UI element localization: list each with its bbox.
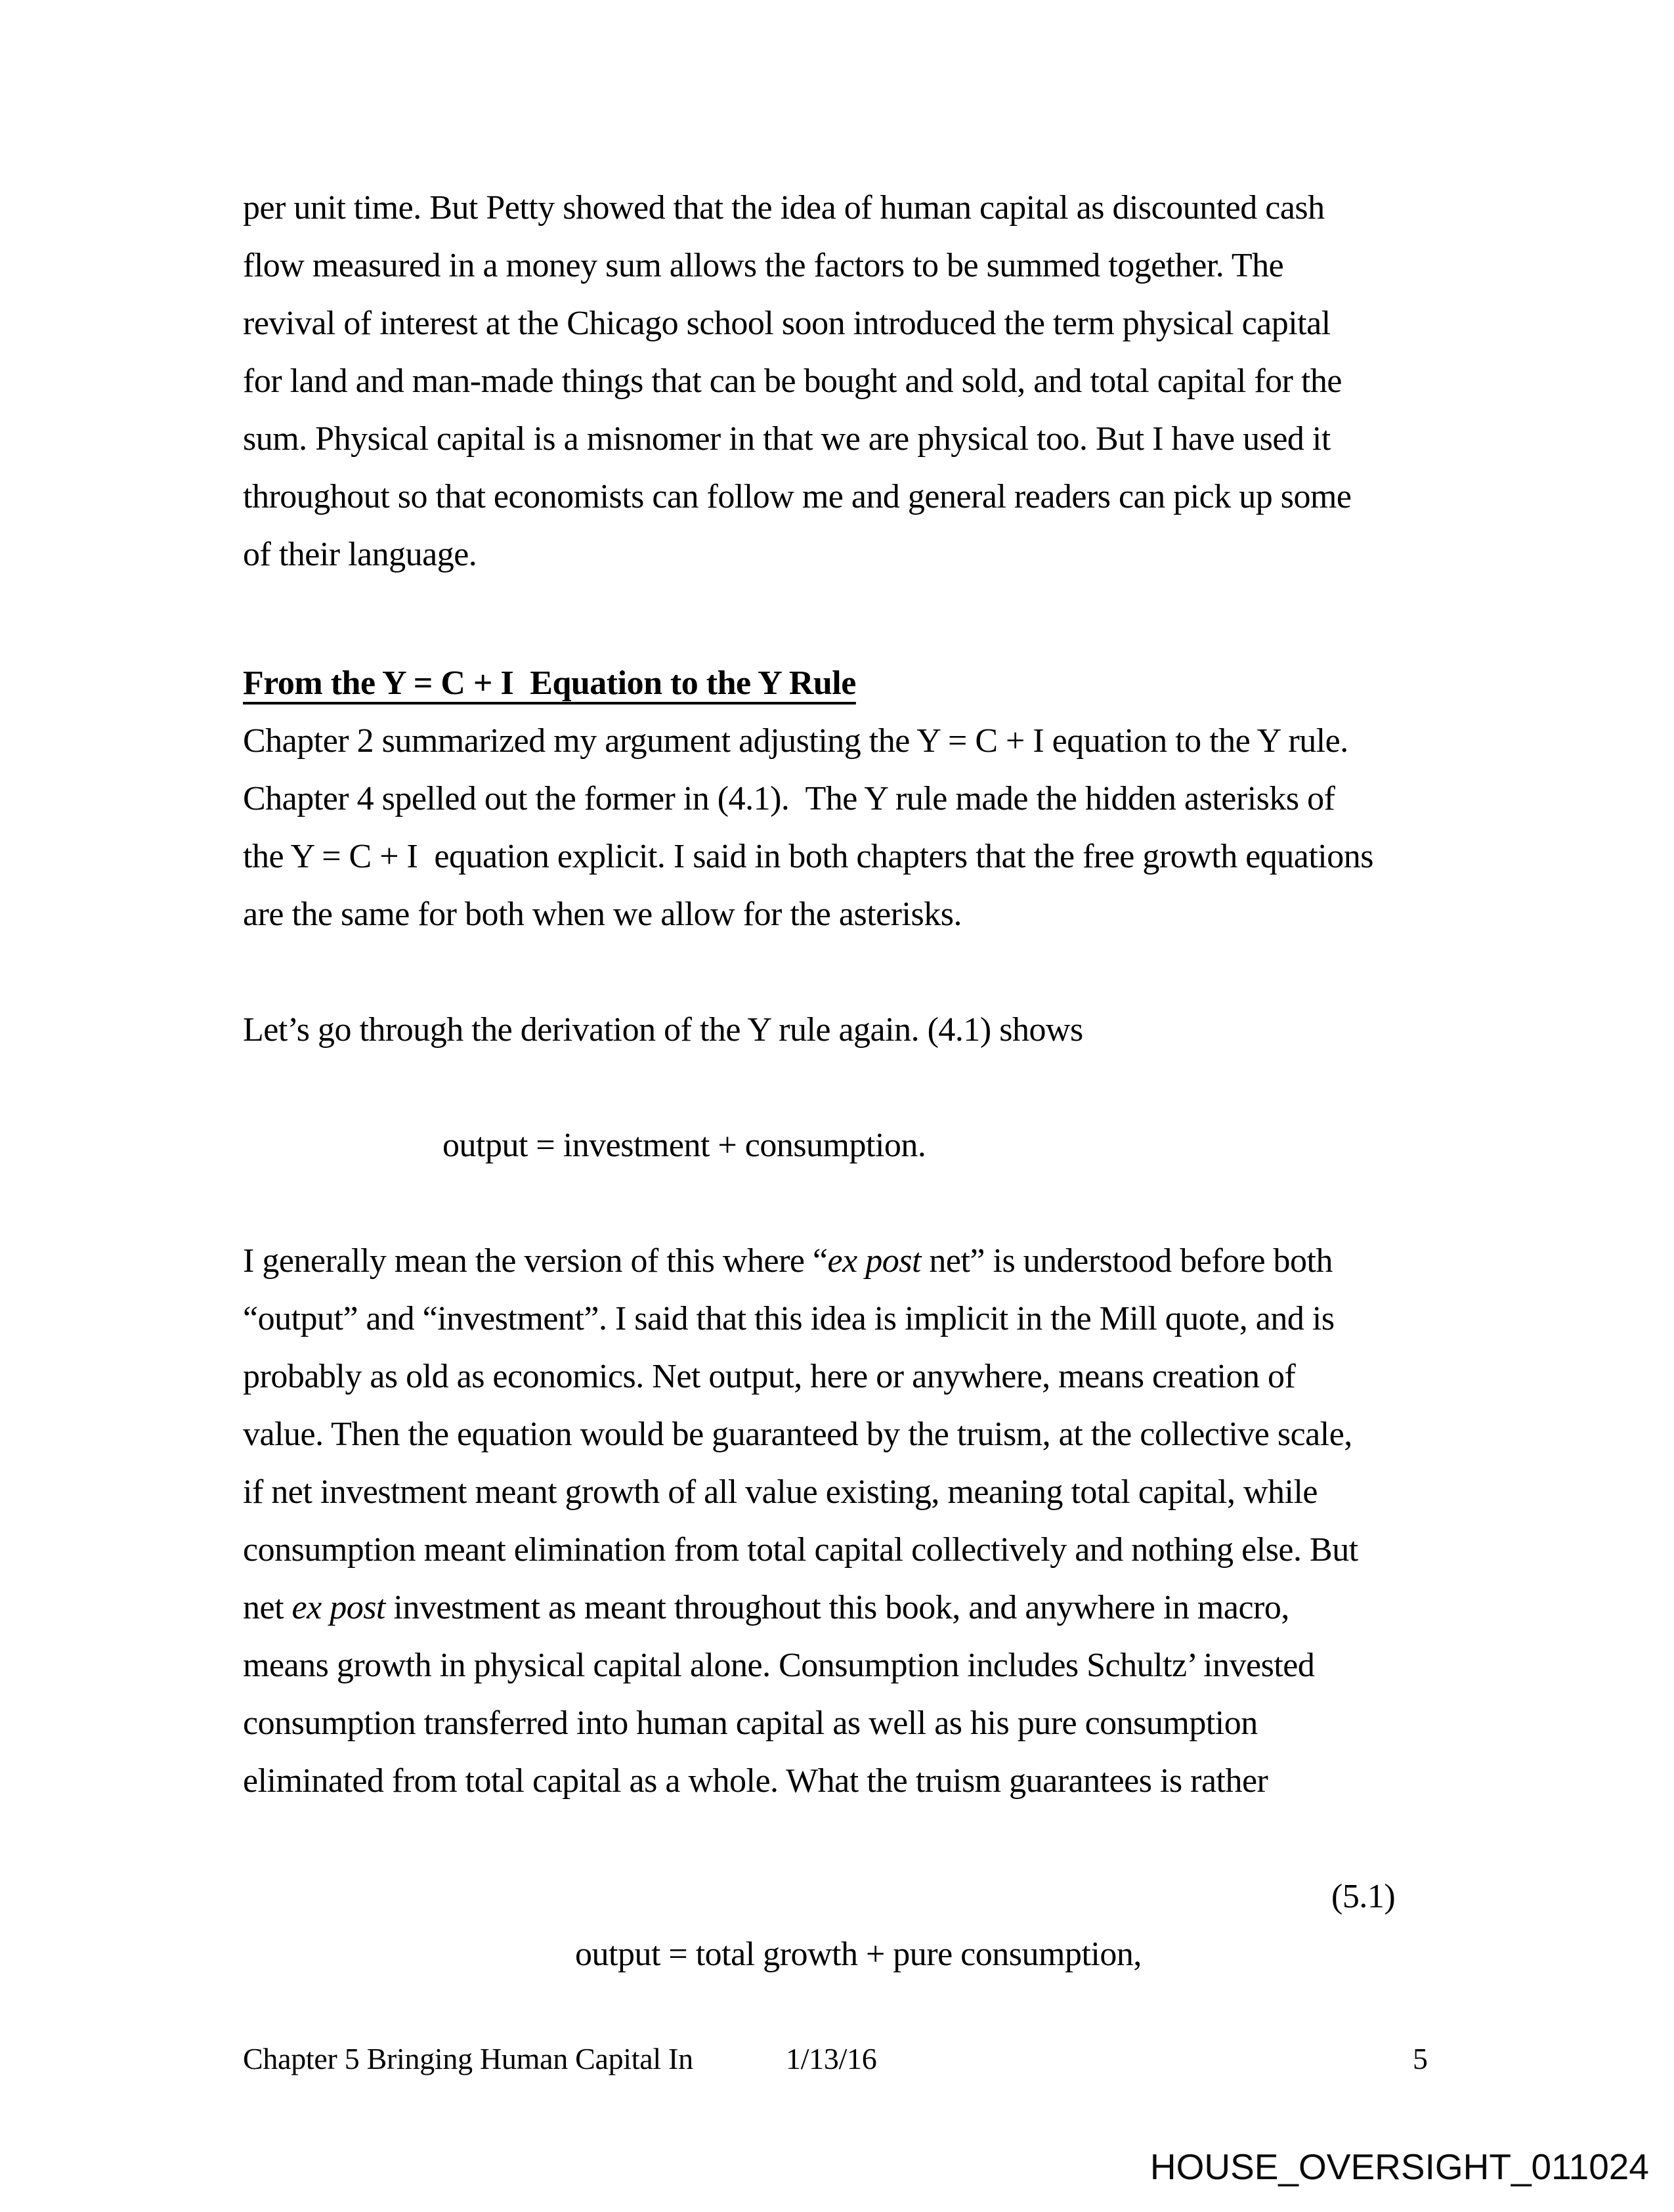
paragraph-2 — [243, 712, 1451, 943]
text-line: “output” and “investment”. I said that this idea is implicit in the Mill quote, and is — [243, 1300, 1335, 1337]
page-footer — [243, 2039, 1451, 2085]
paragraph-1 — [243, 179, 1451, 584]
text-line: Chapter 2 summarized my argument adjusting the Y = C + I equation to the Y rule. — [243, 722, 1348, 760]
text-line: consumption transferred into human capital as well as his pure consumption — [243, 1704, 1258, 1742]
section-heading: From the Y = C + I Equation to the Y Rule — [243, 664, 856, 702]
text-line: Chapter 4 spelled out the former in (4.1). The Y rule made the hidden asterisks of — [243, 780, 1335, 817]
text-line: net ex post investment as meant throughout this book, and anywhere in macro, — [243, 1589, 1289, 1626]
text-line: revival of interest at the Chicago school soon introduced the term physical capital — [243, 305, 1331, 342]
equation-5-1-text: output = total growth + pure consumption, — [575, 1936, 1142, 1973]
footer-date: 1/13/16 — [786, 2042, 877, 2075]
text-line: per unit time. But Petty showed that the idea of human capital as discounted cash — [243, 189, 1325, 227]
paragraph-3 — [243, 1001, 1451, 1059]
paragraph-4 — [243, 1232, 1451, 1810]
text-line: of their language. — [243, 536, 477, 573]
equation-number: (5.1) — [1331, 1878, 1396, 1915]
text-line: are the same for both when we allow for the asterisks. — [243, 896, 962, 933]
text-line: consumption meant elimination from total capital collectively and nothing else. But — [243, 1531, 1358, 1569]
footer-page-number: 5 — [1413, 2042, 1428, 2075]
text-line: the Y = C + I equation explicit. I said in both chapters that the free growth equations — [243, 838, 1373, 875]
text-line: probably as old as economics. Net output, here or anywhere, means creation of — [243, 1358, 1296, 1395]
text-line: Let’s go through the derivation of the Y rule again. (4.1) shows — [243, 1011, 1083, 1049]
text-line: I generally mean the version of this where “ex post net” is understood before both — [243, 1242, 1333, 1280]
text-line: if net investment meant growth of all value existing, meaning total capital, while — [243, 1473, 1318, 1511]
text-line: means growth in physical capital alone. Consumption includes Schultz’ invested — [243, 1647, 1315, 1684]
text-line: eliminated from total capital as a whole. What the truism guarantees is rather — [243, 1762, 1268, 1800]
equation-unnumbered: output = investment + consumption. — [442, 1127, 926, 1164]
text-line: sum. Physical capital is a misnomer in that we are physical too. But I have used it — [243, 420, 1331, 458]
text-line: for land and man-made things that can be bought and sold, and total capital for the — [243, 362, 1342, 400]
text-line: throughout so that economists can follow me and general readers can pick up some — [243, 478, 1352, 515]
bates-stamp: HOUSE_OVERSIGHT_011024 — [1149, 2146, 1649, 2187]
text-line: value. Then the equation would be guaranteed by the truism, at the collective scale, — [243, 1416, 1352, 1453]
footer-chapter-label: Chapter 5 Bringing Human Capital In — [243, 2042, 693, 2075]
text-line: flow measured in a money sum allows the factors to be summed together. The — [243, 247, 1284, 284]
